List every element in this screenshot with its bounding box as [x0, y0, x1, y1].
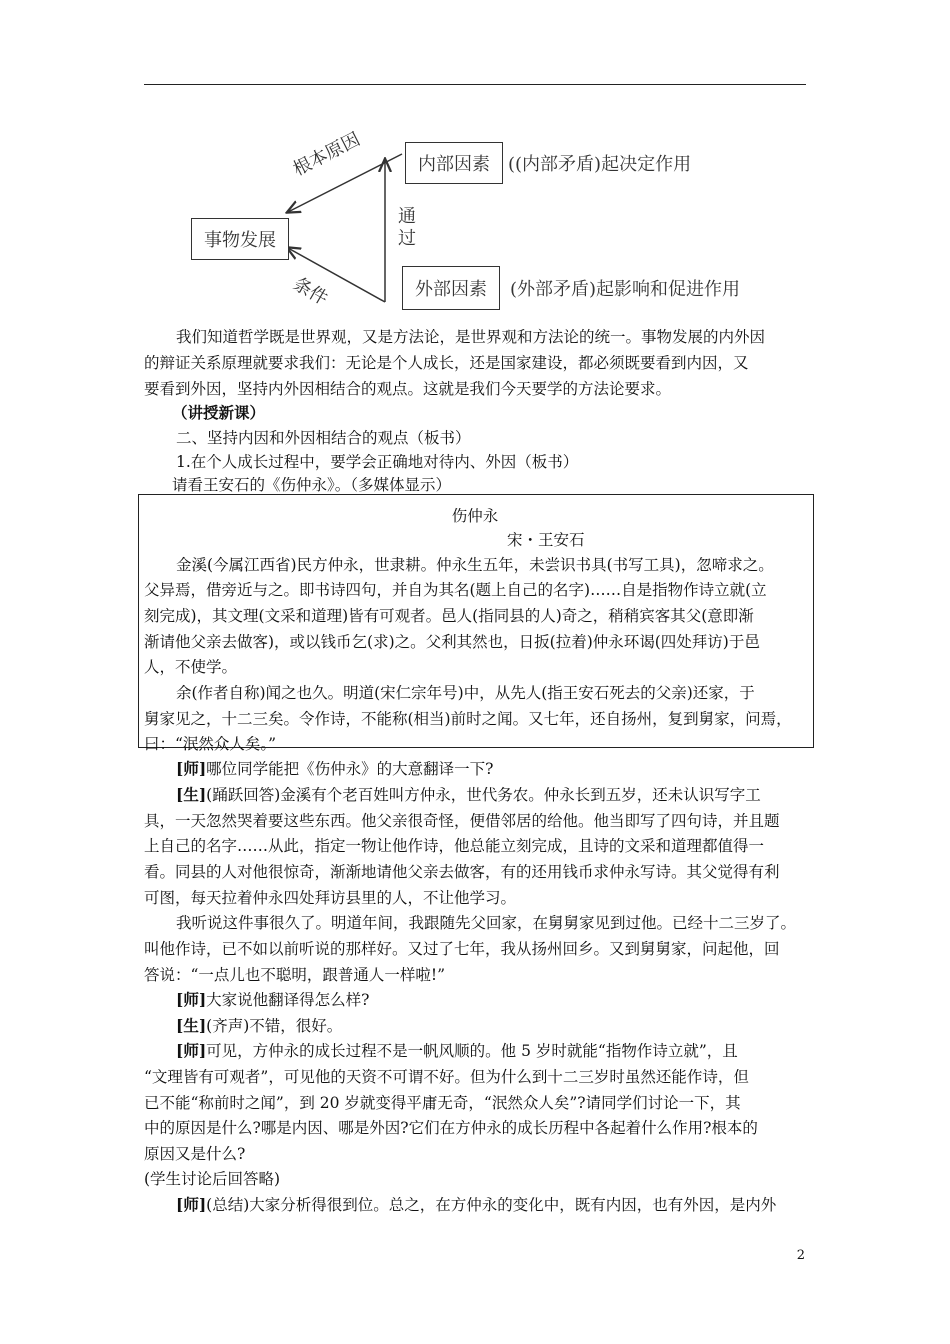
- poem-author: 宋・王安石: [507, 531, 585, 549]
- root-cause-label: 根本原因: [289, 128, 364, 181]
- section-title: （讲授新课）: [172, 403, 266, 422]
- student-tag: [生]: [176, 785, 207, 804]
- dialogue-line: 答说：“一点儿也不聪明，跟普通人一样啦!”: [144, 966, 446, 984]
- development-box: 事物发展: [191, 218, 289, 260]
- external-factor-box: 外部因素: [402, 266, 500, 310]
- poem-line: 父异焉，借旁近与之。即书诗四句，并自为其名(题上自己的名字)……自是指物作诗立就(立: [144, 581, 767, 599]
- condition-label: 条件: [289, 273, 332, 310]
- teacher-tag: [师]: [176, 990, 207, 1009]
- intro-line: 请看王安石的《伤仲永》。（多媒体显示）: [172, 476, 452, 494]
- teacher-tag: [师]: [176, 759, 207, 778]
- poem-line: 人，不使学。: [144, 658, 238, 676]
- dialogue-text: (踊跃回答)金溪有个老百姓叫方仲永，世代务农。仲永长到五岁，还未认识写字工: [206, 786, 761, 804]
- dialogue-line: 上自己的名字……从此，指定一物让他作诗，他总能立刻完成，且诗的文采和道理都值得一: [144, 837, 765, 855]
- student-tag: [生]: [176, 1016, 207, 1035]
- dialogue-text: (齐声)不错，很好。: [206, 1017, 343, 1035]
- dialogue-line: [176, 785, 761, 805]
- dialogue-text: 大家说他翻译得怎么样?: [206, 991, 370, 1009]
- poem-title: 伤仲永: [451, 507, 499, 525]
- dialogue-line: “文理皆有可观者”，可见他的天资不可谓不好。但为什么到十二三岁时虽然还能作诗，但: [144, 1068, 749, 1086]
- teacher-tag: [师]: [176, 1195, 207, 1214]
- paragraph-line: 的辩证关系原理就要求我们：无论是个人成长，还是国家建设，都必须既要看到内因，又: [144, 354, 749, 372]
- internal-note: ((内部矛盾)起决定作用: [508, 154, 692, 175]
- dialogue-line: 具，一天忽然哭着要这些东西。他父亲很奇怪，便借邻居的给他。他当即写了四句诗，并且题: [144, 812, 780, 830]
- paragraph-line: 我们知道哲学既是世界观，又是方法论，是世界观和方法论的统一。事物发展的内外因: [176, 328, 766, 346]
- dialogue-line: 可图，每天拉着仲永四处拜访县里的人，不让他学习。: [144, 889, 517, 907]
- dialogue-line: 我听说这件事很久了。明道年间，我跟随先父回家，在舅舅家见到过他。已经十二三岁了。: [176, 914, 797, 932]
- poem-line: 曰：“泯然众人矣。”: [144, 735, 277, 753]
- cause-diagram: [180, 130, 800, 320]
- dialogue-text: 哪位同学能把《伤仲永》的大意翻译一下?: [206, 760, 494, 778]
- external-note: (外部矛盾)起影响和促进作用: [510, 279, 741, 300]
- dialogue-line: 已不能“称前时之闻”，到 20 岁就变得平庸无奇，“泯然众人矣”?请同学们讨论一下，其: [144, 1094, 741, 1112]
- poem-line: 渐请他父亲去做客)，或以钱币乞(求)之。父利其然也，日扳(拉着)仲永环谒(四处拜访)于邑: [144, 633, 760, 651]
- through-label-2: 过: [398, 228, 416, 249]
- internal-factor-box: 内部因素: [405, 142, 503, 184]
- heading-2: 二、坚持内因和外因相结合的观点（板书）: [176, 429, 471, 447]
- heading-3: 1.在个人成长过程中，要学会正确地对待内、外因（板书）: [176, 453, 579, 471]
- page-number: 2: [796, 1248, 805, 1263]
- poem-line: 舅家见之，十二三矣。令作诗，不能称(相当)前时之闻。又七年，还自扬州，复到舅家，问焉，: [144, 710, 792, 728]
- header-rule: [144, 84, 806, 85]
- dialogue-line: 叫他作诗，已不如以前听说的那样好。又过了七年，我从扬州回乡。又到舅舅家，问起他，回: [144, 940, 780, 958]
- poem-line: 刻完成)，其文理(文采和道理)皆有可观者。邑人(指同县的人)奇之，稍稍宾客其父(意即渐: [144, 607, 754, 625]
- dialogue-line: [176, 1195, 776, 1215]
- poem-line: 余(作者自称)闻之也久。明道(宋仁宗年号)中，从先人(指王安石死去的父亲)还家，于: [176, 684, 755, 702]
- teacher-tag: [师]: [176, 1041, 207, 1060]
- dialogue-line: [176, 759, 493, 779]
- through-label-1: 通: [398, 206, 416, 227]
- poem-line: 金溪(今属江西省)民方仲永，世隶耕。仲永生五年，未尝识书具(书写工具)，忽啼求之。: [176, 556, 774, 574]
- dialogue-line: 看。同县的人对他很惊奇，渐渐地请他父亲去做客，有的还用钱币求仲永写诗。其父觉得有利: [144, 863, 780, 881]
- dialogue-line: 中的原因是什么?哪是内因、哪是外因?它们在方仲永的成长历程中各起着什么作用?根本的: [144, 1119, 758, 1137]
- dialogue-text: 可见，方仲永的成长过程不是一帆风顺的。他 5 岁时就能“指物作诗立就”，且: [206, 1042, 738, 1060]
- dialogue-note: (学生讨论后回答略): [144, 1170, 281, 1188]
- dialogue-line: [176, 990, 369, 1010]
- dialogue-line: 原因又是什么?: [144, 1145, 246, 1163]
- dialogue-line: [176, 1041, 738, 1061]
- paragraph-line: 要看到外因，坚持内外因相结合的观点。这就是我们今天要学的方法论要求。: [144, 380, 672, 398]
- dialogue-text: (总结)大家分析得很到位。总之，在方仲永的变化中，既有内因，也有外因，是内外: [206, 1196, 777, 1214]
- dialogue-line: [176, 1016, 342, 1036]
